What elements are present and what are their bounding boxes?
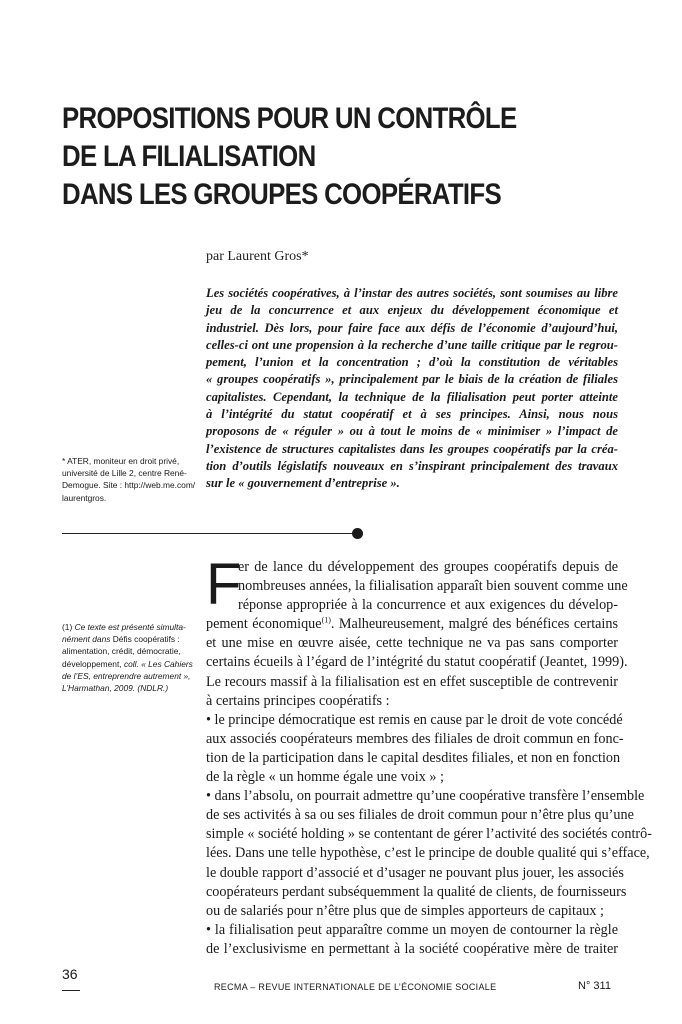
body-line: de l’exclusivisme en permettant à la société coopérative mère de traiter: [206, 940, 618, 957]
note-line: * ATER, moniteur en droit privé,: [62, 456, 180, 466]
body-line: • la filialisation peut apparaître comme un moyen de contourner la règle: [206, 921, 618, 938]
body-line: à certains principes coopératifs :: [206, 692, 390, 709]
body-line: coopérateurs perdant subséquemment la qualité de clients, de fournisseurs: [206, 883, 627, 900]
note-line: [62, 621, 192, 633]
body-line: nombreuses années, la filialisation apparaît bien souvent comme une: [238, 578, 628, 595]
page-number: 36: [62, 966, 78, 982]
body-line: Le recours massif à la filialisation est en effet susceptible de contrevenir: [206, 673, 618, 690]
abstract: [206, 285, 618, 493]
body-line: de ses activités à sa ou ses filiales de droit commun pour n’être plus qu’une: [206, 807, 634, 824]
note-line: laurentgros.: [62, 492, 107, 503]
note-line: alimentation, crédit, démocratie,: [62, 646, 181, 657]
abstract-line: Les sociétés coopératives, à l’instar des autres sociétés, sont soumises au libre: [206, 286, 618, 300]
body-line: [206, 615, 618, 634]
journal-name: RECMA – REVUE INTERNATIONALE DE L’ÉCONOMIE SOCIALE: [214, 982, 497, 992]
body-text: . Malheureusement, malgré des bénéfices certains: [330, 616, 618, 633]
title-line: DANS LES GROUPES COOPÉRATIFS: [62, 178, 501, 211]
abstract-line: tion d’outils législatifs nouveaux en s’inspirant principalement des travaux: [206, 458, 618, 473]
note-text: Défis coopératifs :: [112, 634, 180, 645]
body-line: ou de salariés pour n’être plus que de simples apporteurs de capitaux ;: [206, 902, 604, 919]
note-line: de l’ES, entreprendre autrement »,: [62, 670, 191, 681]
abstract-line: jeu de la concurrence et aux enjeux du développement économique et: [206, 303, 618, 318]
footnote-ref: (1): [321, 615, 331, 625]
title-line: PROPOSITIONS POUR UN CONTRÔLE: [62, 102, 517, 135]
body-line: lées. Dans une telle hypothèse, c’est le principe de double qualité qui s’efface,: [206, 845, 650, 862]
body-line: de la règle « un homme égale une voix » ;: [206, 769, 444, 786]
note-text: développement,: [62, 658, 124, 669]
article-body: [206, 552, 652, 959]
body-line: tion de la participation dans le capital desdites filiales, et non en fonction: [206, 749, 621, 766]
page-number-rule: [62, 990, 80, 991]
footnote-1: [62, 621, 192, 694]
note-line: Demogue. Site : http://web.me.com/: [62, 480, 196, 491]
author-affiliation-note: [62, 455, 196, 504]
note-line: [62, 658, 192, 670]
abstract-line: sur le « gouvernement d’entreprise ».: [206, 476, 400, 491]
body-line: le double rapport d’associé et d’usager ne pouvant plus jouer, les associés: [206, 864, 624, 881]
note-line: université de Lille 2, centre René-: [62, 468, 187, 479]
body-line: réponse appropriée à la concurrence et aux exigences du dévelop-: [238, 597, 618, 614]
body-line: • le principe démocratique est remis en cause par le droit de vote concédé: [206, 711, 623, 728]
abstract-line: à l’intégrité du statut coopératif et à ses principes. Ainsi, nous nous: [206, 407, 618, 422]
body-text: pement économique: [206, 616, 322, 633]
abstract-line: proposons de « réguler » ou à tout le moins de « minimiser » l’impact de: [206, 424, 618, 439]
body-line: simple « société holding » se contentant de gérer l’activité des sociétés contrô-: [206, 826, 652, 843]
abstract-line: l’existence de structures capitalistes dans les groupes coopératifs par la créa-: [206, 441, 618, 456]
note-line: [62, 633, 192, 645]
body-line: er de lance du développement des groupes coopératifs depuis de: [238, 559, 618, 575]
section-divider-dot: [352, 528, 363, 539]
note-text: nément dans: [62, 634, 113, 645]
abstract-line: « groupes coopératifs », principalement par le biais de la création de filiales: [206, 372, 618, 387]
section-divider-line: [62, 533, 354, 534]
drop-cap: F: [206, 552, 242, 617]
body-line: certains écueils à l’égard de l’intégrité du statut coopératif (Jeantet, 1999).: [206, 654, 628, 671]
note-marker: (1): [62, 622, 75, 632]
title-line: DE LA FILIALISATION: [62, 140, 316, 173]
body-line: aux associés coopérateurs membres des filiales de droit commun en fonc-: [206, 730, 624, 747]
note-line: L’Harmathan, 2009. (NDLR.): [62, 683, 169, 694]
body-line: et une mise en œuvre aisée, cette technique ne va pas sans comporter: [206, 635, 618, 652]
abstract-line: pement, l’union et la concentration ; d’où la constitution de véritables: [206, 355, 618, 370]
note-text: Ce texte est présenté simulta-: [74, 622, 186, 632]
issue-number: N° 311: [578, 980, 611, 992]
abstract-line: capitalistes. Cependant, la technique de la filialisation peut porter atteinte: [206, 389, 618, 404]
abstract-line: industriel. Dès lors, pour faire face aux défis de l’économie d’aujourd’hui,: [206, 320, 618, 335]
author-byline: par Laurent Gros*: [206, 249, 309, 264]
abstract-line: celles-ci ont une propension à la recherche d’une taille critique par le regrou-: [206, 337, 618, 352]
note-text: coll. « Les Cahiers: [123, 658, 193, 669]
body-line: • dans l’absolu, on pourrait admettre qu’une coopérative transfère l’ensemble: [206, 788, 645, 805]
article-title: [62, 100, 561, 214]
